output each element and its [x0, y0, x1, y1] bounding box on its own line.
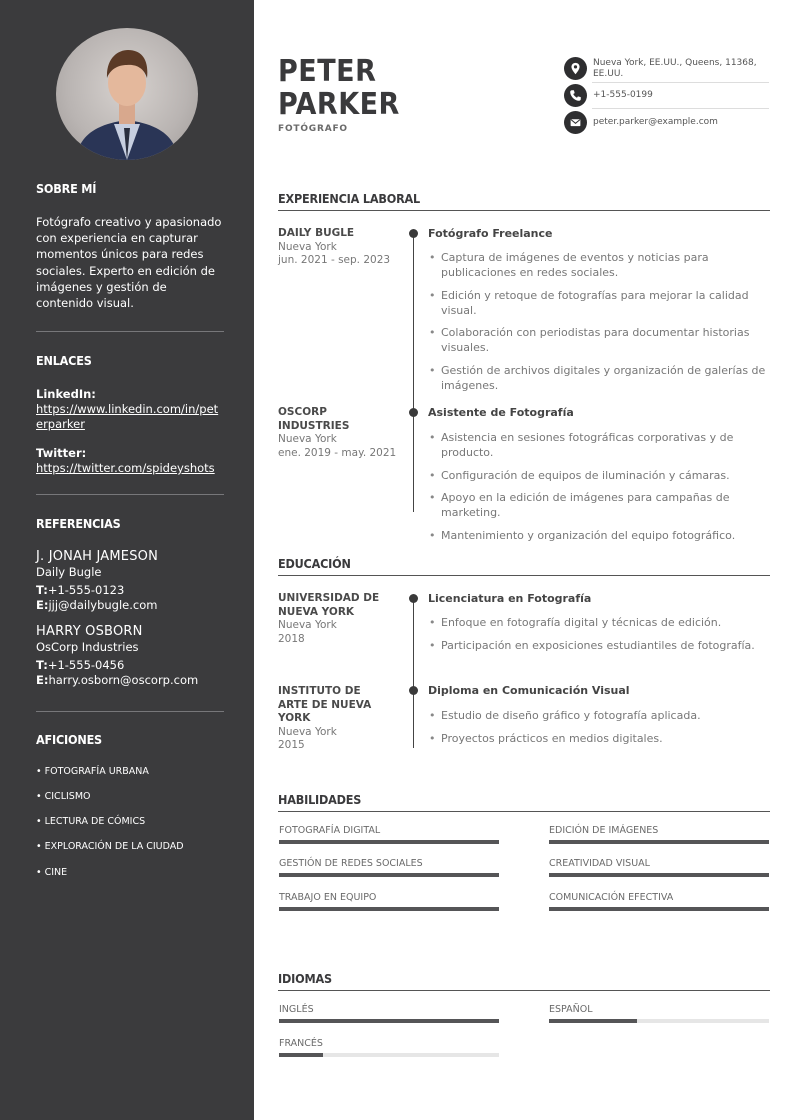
reference-item [36, 549, 222, 613]
envelope-icon [564, 111, 587, 134]
dates: 2018 [278, 632, 305, 645]
reference-company: OsCorp Industries [36, 640, 139, 655]
list-item: • Mantenimiento y organización del equipo fotográfico. [428, 528, 773, 543]
link-twitter [36, 445, 222, 476]
language-label: FRANCÉS [279, 1038, 323, 1049]
sidebar-divider [36, 494, 224, 495]
sidebar-divider [36, 331, 224, 332]
about-heading: SOBRE MÍ [36, 181, 97, 196]
education-meta [278, 592, 393, 646]
job-title: FOTÓGRAFO [278, 124, 348, 134]
last-name: PARKER [278, 87, 400, 122]
language-item [549, 1004, 769, 1015]
skill-bar [279, 873, 499, 877]
experience-heading: EXPERIENCIA LABORAL [278, 191, 420, 206]
language-bar [279, 1019, 499, 1023]
language-item [279, 1004, 499, 1015]
skill-label: COMUNICACIÓN EFECTIVA [549, 892, 674, 903]
skill-item [549, 892, 769, 903]
skill-bar-fill [279, 907, 499, 911]
hobby-item: • FOTOGRAFÍA URBANA [36, 766, 149, 777]
timeline-dot [409, 594, 418, 603]
skill-bar-fill [279, 873, 499, 877]
section-rule [278, 990, 770, 991]
languages-heading: IDIOMAS [278, 971, 332, 986]
profile-photo [56, 28, 198, 160]
phone-icon [564, 84, 587, 107]
dates: ene. 2019 - may. 2021 [278, 446, 397, 459]
references-heading: REFERENCIAS [36, 516, 121, 531]
skill-item [549, 825, 769, 836]
contact-divider [592, 108, 769, 109]
timeline-dot [409, 686, 418, 695]
list-item: • Gestión de archivos digitales y organización de galerías de imágenes. [428, 363, 773, 393]
skill-bar [279, 840, 499, 844]
hobbies-heading: AFICIONES [36, 732, 102, 747]
skill-item [279, 825, 499, 836]
contact-divider [592, 82, 769, 83]
email-text[interactable]: peter.parker@example.com [593, 117, 718, 128]
list-item: • Configuración de equipos de iluminación y cámaras. [428, 468, 773, 483]
skill-bar-fill [279, 840, 499, 844]
link-linkedin [36, 386, 222, 432]
institution: UNIVERSIDAD DE NUEVA YORK [278, 592, 380, 618]
link-label: LinkedIn: [36, 387, 96, 401]
skill-item [279, 892, 499, 903]
dates: 2015 [278, 739, 305, 751]
timeline-line [413, 233, 414, 512]
location: Nueva York [278, 725, 337, 738]
phone-text: +1-555-0199 [593, 90, 653, 101]
responsibility-list [428, 430, 773, 550]
language-bar [279, 1053, 499, 1057]
skill-label: GESTIÓN DE REDES SOCIALES [279, 858, 423, 869]
sidebar [0, 0, 254, 1120]
location: Nueva York [278, 240, 337, 253]
institution: INSTITUTO DE ARTE DE NUEVA YORK [278, 685, 372, 724]
skills-heading: HABILIDADES [278, 792, 362, 807]
reference-name: J. JONAH JAMESON [36, 549, 159, 564]
list-item: • Apoyo en la edición de imágenes para campañas de marketing. [428, 490, 773, 520]
section-rule [278, 210, 770, 211]
skill-item [279, 858, 499, 869]
contact-phone [564, 84, 769, 107]
person-portrait-icon [56, 28, 198, 160]
skill-bar-fill [549, 907, 769, 911]
skill-label: TRABAJO EN EQUIPO [279, 892, 377, 903]
list-item: • Colaboración con periodistas para documentar historias visuales. [428, 325, 773, 355]
location: Nueva York [278, 433, 337, 445]
language-bar-fill [279, 1019, 499, 1023]
reference-item [36, 624, 222, 688]
linkedin-url[interactable]: https://www.linkedin.com/in/peterparker [36, 402, 219, 432]
skill-bar-fill [549, 873, 769, 877]
location-pin-icon [564, 57, 587, 80]
list-item: • Estudio de diseño gráfico y fotografía aplicada. [428, 708, 773, 723]
timeline-dot [409, 408, 418, 417]
hobby-item: • CICLISMO [36, 791, 91, 802]
timeline-line [413, 598, 414, 748]
language-bar [549, 1019, 769, 1023]
contact-address [564, 57, 769, 80]
list-item: • Participación en exposiciones estudiantiles de fotografía. [428, 638, 773, 653]
degree-title: Diploma en Comunicación Visual [428, 684, 630, 697]
skill-bar [279, 907, 499, 911]
about-text: Fotógrafo creativo y apasionado con experiencia en capturar momentos únicos para redes sociales. Experto en edición de imágenes y gestión de contenido visual. [36, 215, 222, 311]
language-bar-fill [549, 1019, 637, 1023]
list-item: • Asistencia en sesiones fotográficas corporativas y de producto. [428, 430, 773, 460]
responsibility-list [428, 250, 773, 400]
sidebar-divider [36, 711, 224, 712]
education-details [428, 615, 773, 660]
position-title: Fotógrafo Freelance [428, 227, 553, 240]
hobby-item: • EXPLORACIÓN DE LA CIUDAD [36, 841, 184, 852]
page-title [278, 55, 400, 121]
skill-label: EDICIÓN DE IMÁGENES [549, 825, 659, 836]
skill-bar [549, 840, 769, 844]
reference-phone: T:+1-555-0123 [36, 583, 125, 598]
language-label: ESPAÑOL [549, 1004, 593, 1015]
contact-email [564, 111, 769, 134]
address-text: Nueva York, EE.UU., Queens, 11368, EE.UU. [593, 58, 757, 79]
reference-company: Daily Bugle [36, 565, 102, 580]
skill-bar [549, 873, 769, 877]
skill-label: CREATIVIDAD VISUAL [549, 858, 650, 869]
location: Nueva York [278, 619, 337, 631]
position-title: Asistente de Fotografía [428, 406, 574, 419]
experience-meta [278, 227, 398, 268]
list-item: • Proyectos prácticos en medios digitales. [428, 731, 773, 746]
first-name: PETER [278, 54, 377, 89]
skill-label: FOTOGRAFÍA DIGITAL [279, 825, 381, 836]
language-item [279, 1038, 499, 1049]
timeline-dot [409, 229, 418, 238]
education-meta [278, 685, 393, 753]
language-bar-fill [279, 1053, 323, 1057]
reference-phone: T:+1-555-0456 [36, 658, 125, 673]
education-heading: EDUCACIÓN [278, 556, 351, 571]
reference-name: HARRY OSBORN [36, 624, 143, 639]
organization: OSCORP INDUSTRIES [278, 406, 350, 432]
reference-email: E:jjj@dailybugle.com [36, 598, 158, 613]
section-rule [278, 575, 770, 576]
skill-item [549, 858, 769, 869]
education-details [428, 708, 773, 753]
language-label: INGLÉS [279, 1004, 314, 1015]
list-item: • Edición y retoque de fotografías para mejorar la calidad visual. [428, 288, 773, 318]
reference-email: E:harry.osborn@oscorp.com [36, 673, 199, 688]
twitter-url[interactable]: https://twitter.com/spideyshots [36, 461, 215, 476]
hobby-item: • CINE [36, 867, 68, 878]
organization: DAILY BUGLE [278, 227, 355, 239]
link-label: Twitter: [36, 446, 87, 460]
hobby-item: • LECTURA DE CÓMICS [36, 816, 146, 827]
experience-meta [278, 406, 398, 460]
degree-title: Licenciatura en Fotografía [428, 592, 592, 605]
section-rule [278, 811, 770, 812]
skill-bar [549, 907, 769, 911]
list-item: • Captura de imágenes de eventos y noticias para publicaciones en redes sociales. [428, 250, 773, 280]
skill-bar-fill [549, 840, 769, 844]
links-heading: ENLACES [36, 353, 92, 368]
list-item: • Enfoque en fotografía digital y técnicas de edición. [428, 615, 773, 630]
dates: jun. 2021 - sep. 2023 [278, 254, 391, 266]
